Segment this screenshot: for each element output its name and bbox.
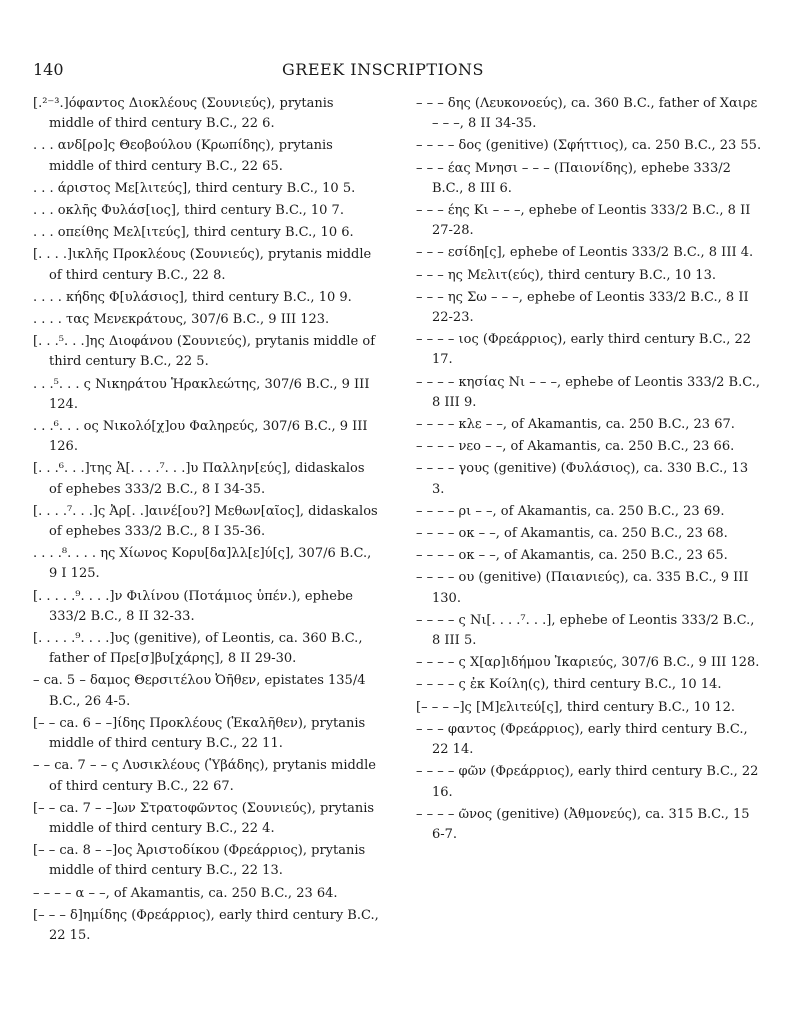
index-entry: [– – – δ]ημίδης (Φρεάρριος), early third century B.C., 22 15. <box>33 907 379 943</box>
index-entry: [– – ca. 6 – –]ίδης Προκλέους (Ἑκαλῆθεν), prytanis middle of third century B.C., 22 11. <box>33 715 366 752</box>
index-entry: – – – – γους (genitive) (Φυλάσιος), ca. 330 B.C., 13 3. <box>416 461 749 497</box>
index-entry: – – – – οκ – –, of Akamantis, ca. 250 B.C., 23 65. <box>416 548 728 564</box>
index-entry: – – – εσίδη[ς], ephebe of Leontis 333/2 B.C., 8 III 4. <box>416 245 754 261</box>
index-entry: – – – – ς ἐκ Κοίλη(ς), third century B.C., 10 14. <box>416 677 722 693</box>
index-entry: – – – – δος (genitive) (Σφήττιος), ca. 250 B.C., 23 55. <box>416 138 762 154</box>
index-entry: [.²⁻³.]όφαντος Διοκλέους (Σουνιεύς), prytanis middle of third century B.C., 22 6. <box>33 96 334 132</box>
index-entry: . . . οπείθης Μελ[ιτεύς], third century B.C., 10 6. <box>33 225 354 241</box>
index-entry: [. . .⁶. . .]της Ἀ[. . . .⁷. . .]υ Παλλην[εύς], didaskalos of ephebes 333/2 B.C., 8 I 34-35. <box>33 461 365 497</box>
index-entry: . . .⁶. . . ος Νικολό[χ]ου Φαληρεύς, 307/6 B.C., 9 III 126. <box>33 419 368 455</box>
index-entry: – – – – φῶν (Φρεάρριος), early third century B.C., 22 16. <box>416 764 759 800</box>
index-entry: [. . . . .⁹. . . .]ν Φιλίνου (Ποτάμιος ὑπέν.), ephebe 333/2 B.C., 8 II 32-33. <box>33 588 354 624</box>
index-entry: – – – φαντος (Φρεάρριος), early third century B.C., 22 14. <box>416 721 748 758</box>
index-entry: – – – – ς Νι[. . . .⁷. . .], ephebe of Leontis 333/2 B.C., 8 III 5. <box>416 612 755 649</box>
index-entry: – – – ης Μελιτ(εύς), third century B.C., 10 13. <box>416 267 716 283</box>
index-entry: – – – – οκ – –, of Akamantis, ca. 250 B.C., 23 68. <box>416 526 728 542</box>
index-entry: – – – δης (Λευκονοεύς), ca. 360 B.C., father of Χαιρε – – –, 8 II 34-35. <box>416 96 758 132</box>
index-entry: – – – – κλε – –, of Akamantis, ca. 250 B.C., 23 67. <box>416 417 735 433</box>
index-entry: . . . . κήδης Φ[υλάσιος], third century B.C., 10 9. <box>33 289 352 305</box>
index-entry: [. . . .]ικλῆς Προκλέους (Σουνιεύς), prytanis middle of third century B.C., 22 8. <box>33 247 372 283</box>
index-entry: – – – – κησίας Νι – – –, ephebe of Leontis 333/2 B.C., 8 III 9. <box>416 374 760 410</box>
index-entry: [. . . .⁷. . .]ς Ἀρ[. .]αινέ[ου?] Μεθων[αῖος], didaskalos of ephebes 333/2 B.C., 8 I 35-36. <box>33 503 378 540</box>
running-head: GREEK INSCRIPTIONS <box>282 60 484 79</box>
page-number: 140 <box>33 60 64 79</box>
index-entry: . . . οκλῆς Φυλάσ[ιος], third century B.C., 10 7. <box>33 203 344 219</box>
index-entry: [– – ca. 7 – –]ων Στρατοφῶντος (Σουνιεύς), prytanis middle of third century B.C., 22 4. <box>33 800 375 836</box>
index-entry: – – – – ου (genitive) (Παιανιεύς), ca. 335 B.C., 9 III 130. <box>416 570 749 606</box>
index-entry: . . . .⁸. . . . ης Χίωνος Κορυ[δα]λλ[ε]ύ[ς], 307/6 B.C., 9 I 125. <box>33 546 372 582</box>
index-column-left <box>33 94 381 948</box>
index-entry: . . . άριστος Με[λιτεύς], third century B.C., 10 5. <box>33 180 356 196</box>
index-entry: – – – – ιος (Φρεάρριος), early third century B.C., 22 17. <box>416 332 752 368</box>
page-header <box>33 60 733 82</box>
index-entry: [– – – –]ς [Μ]ελιτεύ[ς], third century B.C., 10 12. <box>416 699 735 715</box>
index-entry: . . . . τας Μενεκράτους, 307/6 B.C., 9 III 123. <box>33 312 330 328</box>
index-entry: – – – – ς Χ[αρ]ιδήμου Ἰκαριεύς, 307/6 B.C., 9 III 128. <box>416 655 760 671</box>
index-entry: [. . .⁵. . .]ης Διοφάνου (Σουνιεύς), prytanis middle of third century B.C., 22 5. <box>33 334 376 370</box>
index-entry: – – – ης Σω – – –, ephebe of Leontis 333/2 B.C., 8 II 22-23. <box>416 289 749 326</box>
index-entry: – – – έης Κι – – –, ephebe of Leontis 333/2 B.C., 8 II 27-28. <box>416 203 751 239</box>
index-entry: . . . ανδ[ρο]ς Θεοβούλου (Κρωπίδης), prytanis middle of third century B.C., 22 65. <box>33 138 333 174</box>
index-entry: – – – – νεο – –, of Akamantis, ca. 250 B.C., 23 66. <box>416 439 735 455</box>
index-column-right <box>416 94 764 847</box>
index-entry: . . .⁵. . . ς Νικηράτου Ἡρακλεώτης, 307/6 B.C., 9 III 124. <box>33 376 370 412</box>
index-entry: – – ca. 7 – – ς Λυσικλέους (Ὑβάδης), prytanis middle of third century B.C., 22 67. <box>33 758 376 794</box>
index-entry: – – – – ῶνος (genitive) (Ἀθμονεύς), ca. 315 B.C., 15 6-7. <box>416 806 750 842</box>
index-entry: [. . . . .⁹. . . .]υς (genitive), of Leontis, ca. 360 B.C., father of Πρε[σ]βυ[χάρης], 8 II 29-30. <box>33 631 363 667</box>
index-entry: – – – – α – –, of Akamantis, ca. 250 B.C., 23 64. <box>33 885 338 901</box>
index-entry: – ca. 5 – δαμος Θερσιτέλου Ὀῆθεν, epistates 135/4 B.C., 26 4-5. <box>33 673 366 709</box>
index-entry: – – – έας Μνησι – – – (Παιονίδης), ephebe 333/2 B.C., 8 III 6. <box>416 160 731 196</box>
index-entry: – – – – ρι – –, of Akamantis, ca. 250 B.C., 23 69. <box>416 503 725 519</box>
index-entry: [– – ca. 8 – –]ος Ἀριστοδίκου (Φρεάρριος), prytanis middle of third century B.C., 22 13. <box>33 843 366 879</box>
